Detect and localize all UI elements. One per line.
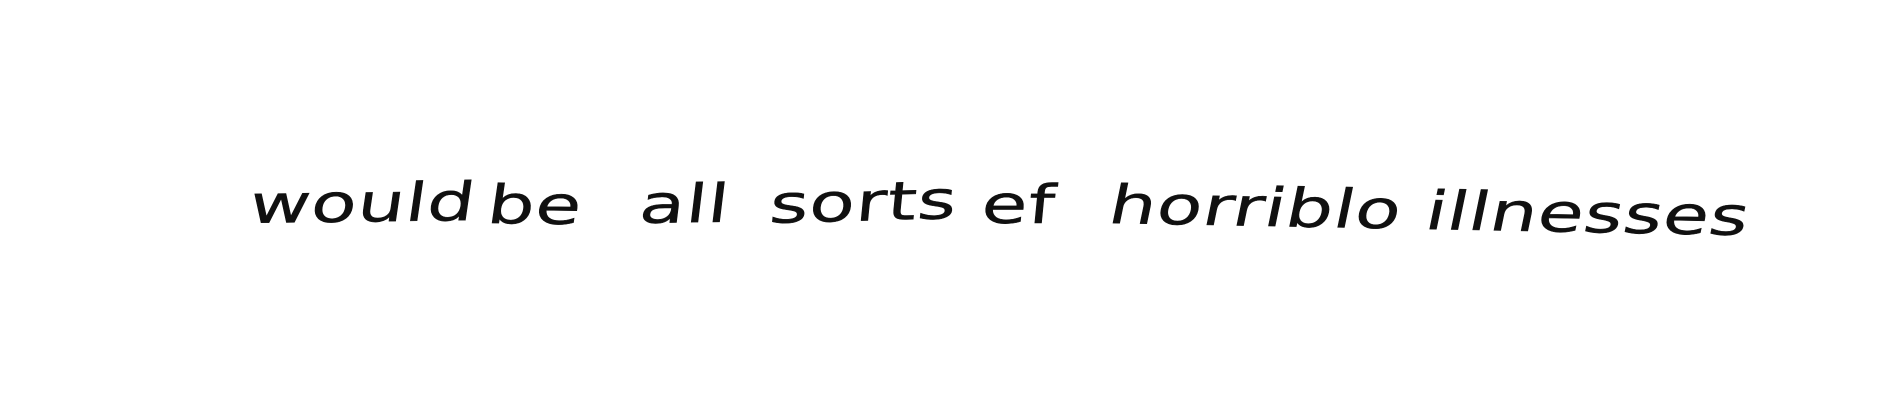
handwritten-word: would: [245, 171, 481, 236]
handwritten-word: be: [483, 174, 587, 238]
handwritten-word: horriblo illnesses: [1103, 174, 1757, 249]
handwritten-text-line: [245, 135, 1757, 275]
handwritten-word: ef: [978, 174, 1059, 236]
handwritten-word: sorts: [766, 169, 961, 236]
handwritten-word: all: [636, 172, 734, 236]
